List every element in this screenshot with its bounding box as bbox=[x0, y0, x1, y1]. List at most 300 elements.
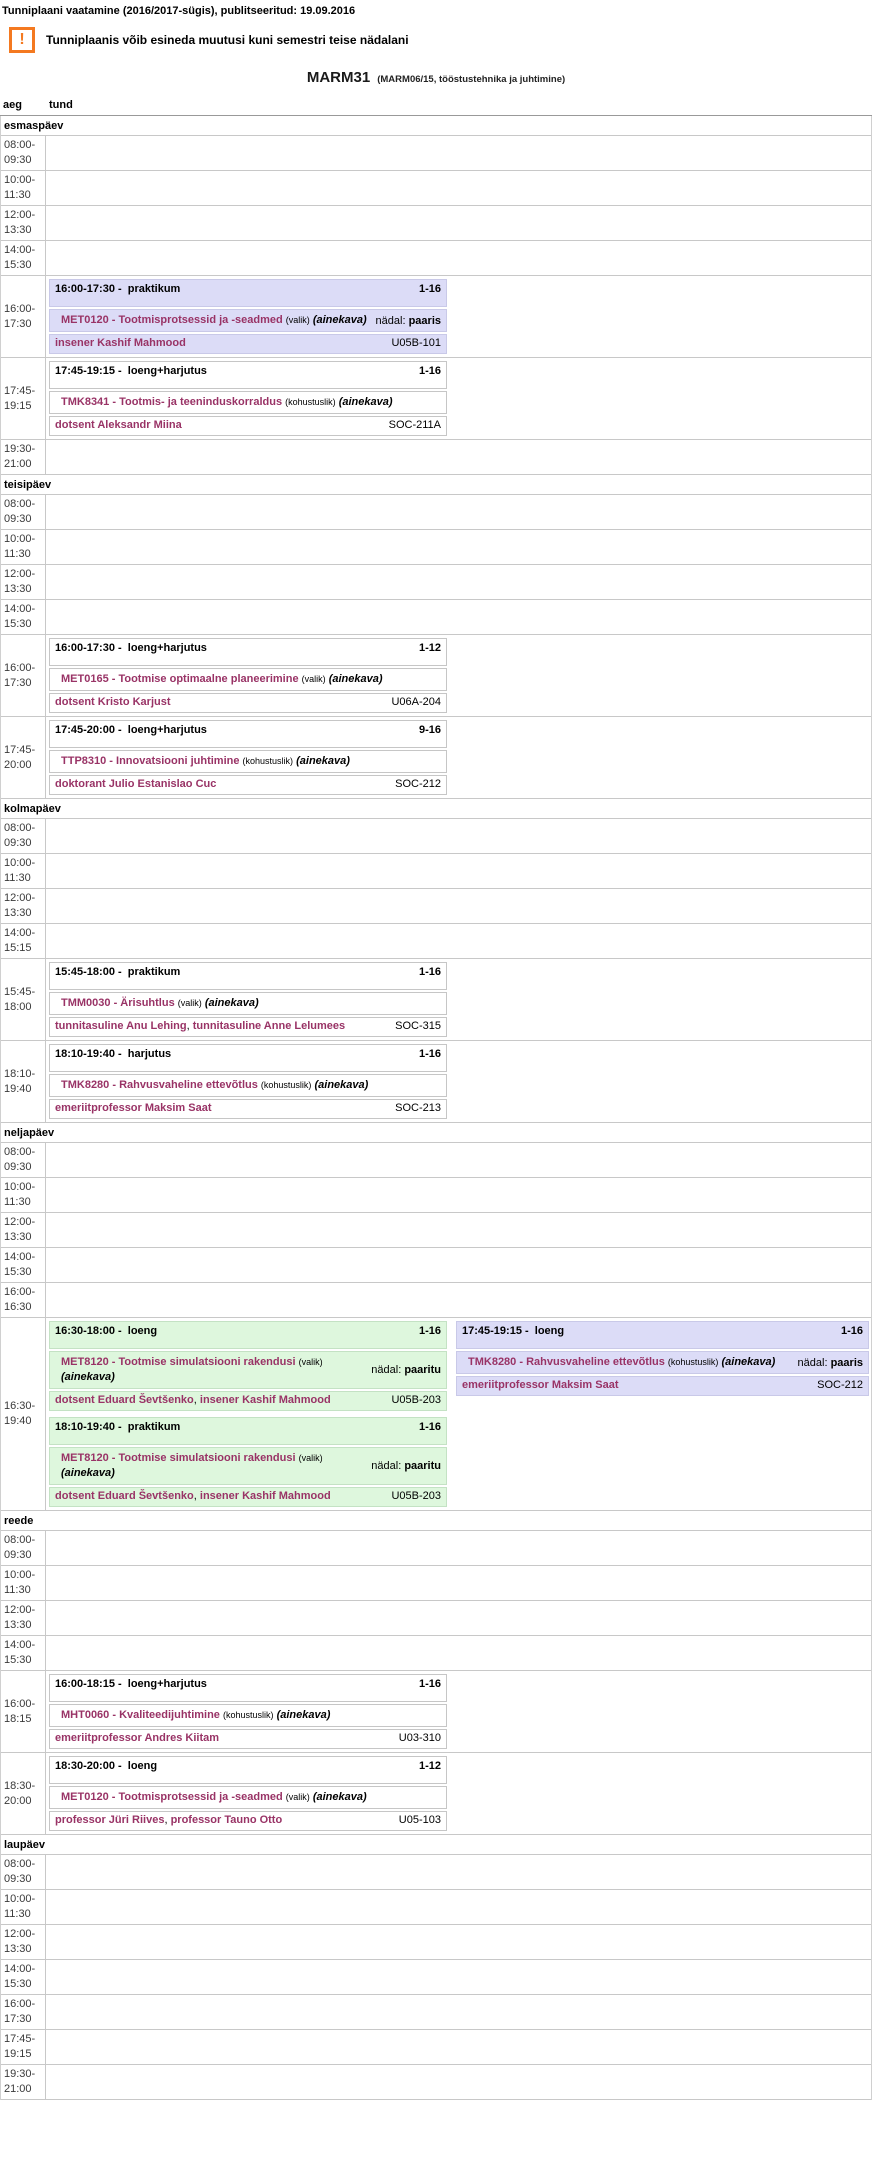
time-slot-label bbox=[1, 1601, 46, 1635]
lesson-cell bbox=[46, 1213, 871, 1247]
time-row bbox=[1, 1960, 871, 1995]
time-slot-label bbox=[1, 1925, 46, 1959]
event-column bbox=[49, 720, 447, 795]
time-slot-label bbox=[1, 358, 46, 439]
course-line bbox=[55, 1451, 365, 1481]
time-end: 18:15 bbox=[4, 1712, 32, 1725]
card-course-row bbox=[49, 750, 447, 773]
time-start: 10:00- bbox=[4, 1569, 36, 1581]
time-start: 16:00- bbox=[4, 302, 36, 315]
day-header-laupaev: laupäev bbox=[1, 1835, 871, 1855]
syllabus-link[interactable]: (ainekava) bbox=[721, 1356, 776, 1368]
lecturer-list bbox=[55, 777, 224, 792]
card-session-row bbox=[49, 962, 447, 990]
event-column bbox=[49, 1674, 447, 1749]
lecturer-list bbox=[55, 695, 179, 710]
event-column bbox=[49, 638, 447, 713]
course-type-label: (kohustuslik) bbox=[285, 397, 336, 407]
time-end: 11:30 bbox=[4, 1584, 31, 1596]
time-slot-label bbox=[1, 635, 46, 716]
lesson-cell bbox=[46, 1855, 871, 1889]
session-time-type: 17:45-19:15 - loeng+harjutus bbox=[55, 365, 207, 377]
time-end: 19:40 bbox=[4, 1082, 32, 1095]
time-row bbox=[1, 1890, 871, 1925]
lecturer-list bbox=[55, 418, 190, 433]
event-columns bbox=[49, 1321, 869, 1507]
time-end: 19:15 bbox=[4, 399, 32, 412]
event-column bbox=[49, 1044, 447, 1119]
time-end: 17:30 bbox=[4, 2013, 32, 2025]
time-end: 15:30 bbox=[4, 1266, 32, 1278]
lecturer-link[interactable]: tunnitasuline Anu Lehing bbox=[55, 1020, 187, 1032]
time-row bbox=[1, 924, 871, 959]
time-slot-label bbox=[1, 1671, 46, 1752]
lecturer-link[interactable]: tunnitasuline Anne Lelumees bbox=[192, 1020, 346, 1032]
time-end: 09:30 bbox=[4, 837, 32, 849]
time-row bbox=[1, 358, 871, 440]
time-end: 20:00 bbox=[4, 1794, 32, 1807]
time-slot-label bbox=[1, 276, 46, 357]
time-end: 20:00 bbox=[4, 758, 32, 771]
syllabus-link[interactable]: (ainekava) bbox=[204, 997, 259, 1009]
time-slot-label bbox=[1, 495, 46, 529]
time-start: 16:00- bbox=[4, 1697, 36, 1710]
lesson-cell bbox=[46, 1995, 871, 2029]
week-parity-value: paaris bbox=[830, 1356, 863, 1369]
lecturer-list bbox=[55, 1731, 227, 1746]
course-line bbox=[55, 395, 393, 410]
session-time-type: 16:30-18:00 - loeng bbox=[55, 1325, 158, 1337]
lesson-cell bbox=[46, 440, 871, 474]
time-slot-label bbox=[1, 241, 46, 275]
session-time-type: 18:10-19:40 - praktikum bbox=[55, 1421, 181, 1433]
room-label: U06A-204 bbox=[391, 696, 441, 708]
lesson-cell bbox=[46, 136, 871, 170]
time-slot-label bbox=[1, 136, 46, 170]
course-link[interactable]: MET8120 - Tootmise simulatsiooni rakendusi bbox=[61, 1356, 296, 1368]
card-session-row bbox=[49, 720, 447, 748]
week-parity bbox=[365, 1364, 441, 1376]
time-start: 17:45- bbox=[4, 2033, 36, 2045]
time-end: 17:30 bbox=[4, 317, 32, 330]
time-slot-label bbox=[1, 600, 46, 634]
event-columns bbox=[49, 720, 869, 795]
time-row bbox=[1, 206, 871, 241]
room-label: SOC-211A bbox=[388, 419, 441, 431]
time-row bbox=[1, 565, 871, 600]
time-row bbox=[1, 241, 871, 276]
course-type-label: (valik) bbox=[298, 1357, 323, 1367]
time-row bbox=[1, 440, 871, 475]
lecturer-list: dotsent Eduard Ševtšenko, insener Kashif Mahmood bbox=[55, 1490, 331, 1502]
lesson-cell bbox=[46, 2065, 871, 2099]
time-end: 19:40 bbox=[4, 1415, 32, 1427]
time-row bbox=[1, 1995, 871, 2030]
event-columns bbox=[49, 279, 869, 354]
time-slot-label bbox=[1, 1890, 46, 1924]
time-end: 09:30 bbox=[4, 1161, 32, 1173]
time-row bbox=[1, 717, 871, 799]
day-header-esmaspaev: esmaspäev bbox=[1, 116, 871, 136]
syllabus-link[interactable]: (ainekava) bbox=[312, 1791, 367, 1803]
lecturer-link[interactable]: emeriitprofessor Andres Kiitam bbox=[55, 1732, 220, 1744]
time-slot-label bbox=[1, 440, 46, 474]
time-row bbox=[1, 635, 871, 717]
course-link[interactable]: MET0120 - Tootmisprotsessid ja -seadmed bbox=[61, 1791, 283, 1803]
event-columns bbox=[49, 638, 869, 713]
time-end: 13:30 bbox=[4, 1231, 32, 1243]
time-slot-label bbox=[1, 1753, 46, 1834]
time-start: 10:00- bbox=[4, 533, 36, 545]
session-time-type: 16:00-17:30 - praktikum bbox=[55, 283, 181, 295]
card-course-row bbox=[49, 992, 447, 1015]
lesson-card bbox=[49, 1756, 447, 1831]
lecturer-list bbox=[462, 1378, 627, 1393]
group-title bbox=[0, 69, 872, 86]
event-columns bbox=[49, 361, 869, 436]
card-course-row bbox=[49, 1351, 447, 1389]
lesson-cell bbox=[46, 1925, 871, 1959]
session-time-type: 15:45-18:00 - praktikum bbox=[55, 966, 181, 978]
time-end: 09:30 bbox=[4, 513, 32, 525]
lesson-cell bbox=[46, 565, 871, 599]
time-slot-label bbox=[1, 1960, 46, 1994]
time-start: 16:00- bbox=[4, 1998, 36, 2010]
lecturer-link[interactable]: professor Jüri Riives bbox=[55, 1814, 165, 1826]
course-line bbox=[55, 996, 259, 1011]
card-course-row bbox=[49, 668, 447, 691]
lecturer-link[interactable]: emeriitprofessor Maksim Saat bbox=[55, 1102, 212, 1114]
time-row bbox=[1, 1213, 871, 1248]
lecturer-list: tunnitasuline Anu Lehing, tunnitasuline Anne Lelumees bbox=[55, 1020, 346, 1032]
card-session-row bbox=[49, 1674, 447, 1702]
weeks-range: 1-16 bbox=[418, 283, 441, 295]
room-label: SOC-212 bbox=[395, 778, 441, 790]
time-row bbox=[1, 530, 871, 565]
session-time-type: 18:30-20:00 - loeng bbox=[55, 1760, 158, 1772]
time-start: 15:45- bbox=[4, 985, 36, 998]
card-course-row bbox=[456, 1351, 869, 1374]
time-row bbox=[1, 171, 871, 206]
syllabus-link[interactable]: (ainekava) bbox=[61, 1467, 115, 1479]
lecturer-link[interactable]: insener Kashif Mahmood bbox=[199, 1490, 331, 1502]
lecturer-link[interactable]: doktorant Julio Estanislao Cuc bbox=[55, 778, 217, 790]
time-start: 14:00- bbox=[4, 1251, 36, 1263]
timetable bbox=[0, 116, 872, 2100]
course-type-label: (valik) bbox=[301, 674, 326, 684]
time-slot-label bbox=[1, 1531, 46, 1565]
syllabus-link[interactable]: (ainekava) bbox=[328, 673, 383, 685]
lecturer-list: professor Jüri Riives, professor Tauno Otto bbox=[55, 1814, 283, 1826]
time-row bbox=[1, 819, 871, 854]
lesson-cell bbox=[46, 1671, 871, 1752]
course-link[interactable]: TTP8310 - Innovatsiooni juhtimine bbox=[61, 755, 240, 767]
week-parity-label: nädal: bbox=[371, 1460, 405, 1472]
time-start: 16:00- bbox=[4, 1286, 36, 1298]
card-footer-row bbox=[49, 1487, 447, 1507]
time-slot-label bbox=[1, 819, 46, 853]
course-type-label: (valik) bbox=[285, 315, 310, 325]
week-parity-label: nädal: bbox=[375, 314, 409, 327]
lesson-cell bbox=[46, 276, 871, 357]
event-columns bbox=[49, 1756, 869, 1831]
column-headers bbox=[0, 96, 872, 116]
course-type-label: (kohustuslik) bbox=[223, 1710, 274, 1720]
group-details: (MARM06/15, tööstustehnika ja juhtimine) bbox=[377, 74, 566, 85]
time-slot-label bbox=[1, 206, 46, 240]
course-line bbox=[55, 754, 350, 769]
lesson-cell bbox=[46, 959, 871, 1040]
time-end: 21:00 bbox=[4, 458, 32, 470]
lecturer-link[interactable]: insener Kashif Mahmood bbox=[199, 1394, 331, 1406]
time-slot-label bbox=[1, 171, 46, 205]
card-session-row bbox=[49, 1044, 447, 1072]
time-slot-label bbox=[1, 1143, 46, 1177]
room-label: U05B-203 bbox=[391, 1394, 441, 1406]
card-footer-row bbox=[49, 334, 447, 354]
lesson-card bbox=[49, 279, 447, 354]
card-session-row bbox=[49, 279, 447, 307]
time-slot-label bbox=[1, 2065, 46, 2099]
lecturer-link[interactable]: dotsent Eduard Ševtšenko bbox=[55, 1394, 194, 1406]
card-footer-row bbox=[49, 1811, 447, 1831]
weeks-range: 1-12 bbox=[418, 642, 441, 654]
card-session-row bbox=[49, 361, 447, 389]
lesson-cell bbox=[46, 600, 871, 634]
time-end: 11:30 bbox=[4, 1908, 31, 1920]
time-row bbox=[1, 959, 871, 1041]
course-type-label: (valik) bbox=[285, 1792, 310, 1802]
lesson-card bbox=[49, 1044, 447, 1119]
day-header-reede: reede bbox=[1, 1511, 871, 1531]
time-slot-label bbox=[1, 530, 46, 564]
time-slot-label bbox=[1, 1248, 46, 1282]
time-end: 11:30 bbox=[4, 189, 31, 201]
time-start: 12:00- bbox=[4, 1928, 36, 1940]
time-end: 19:15 bbox=[4, 2048, 32, 2060]
room-label: SOC-212 bbox=[817, 1379, 863, 1391]
course-link[interactable]: MHT0060 - Kvaliteedijuhtimine bbox=[61, 1709, 220, 1721]
time-end: 16:30 bbox=[4, 1301, 32, 1313]
session-time-type: 16:00-18:15 - loeng+harjutus bbox=[55, 1678, 207, 1690]
time-slot-label bbox=[1, 854, 46, 888]
week-parity-value: paaritu bbox=[404, 1460, 441, 1472]
card-course-row bbox=[49, 309, 447, 332]
lesson-card bbox=[49, 638, 447, 713]
time-start: 12:00- bbox=[4, 209, 36, 221]
card-session-row bbox=[49, 638, 447, 666]
time-end: 17:30 bbox=[4, 676, 32, 689]
lesson-cell bbox=[46, 1318, 871, 1510]
event-columns bbox=[49, 1044, 869, 1119]
event-column bbox=[456, 1321, 869, 1396]
lesson-card bbox=[49, 361, 447, 436]
lesson-cell bbox=[46, 1890, 871, 1924]
event-column bbox=[49, 1321, 447, 1507]
time-start: 14:00- bbox=[4, 927, 36, 939]
week-parity bbox=[370, 315, 441, 327]
time-slot-label bbox=[1, 1318, 46, 1510]
lesson-cell bbox=[46, 1283, 871, 1317]
time-row bbox=[1, 1855, 871, 1890]
time-end: 13:30 bbox=[4, 1619, 32, 1631]
group-code: MARM31 bbox=[306, 69, 371, 86]
time-start: 17:45- bbox=[4, 384, 36, 397]
course-line bbox=[55, 1790, 367, 1805]
time-end: 15:30 bbox=[4, 618, 32, 630]
warning-banner bbox=[9, 27, 872, 53]
time-start: 19:30- bbox=[4, 2068, 36, 2080]
time-end: 13:30 bbox=[4, 583, 32, 595]
card-course-row bbox=[49, 1447, 447, 1485]
time-slot-label bbox=[1, 924, 46, 958]
lesson-cell bbox=[46, 358, 871, 439]
time-start: 10:00- bbox=[4, 1181, 36, 1193]
time-row bbox=[1, 2065, 871, 2100]
lesson-card bbox=[456, 1321, 869, 1396]
course-type-label: (kohustuslik) bbox=[667, 1357, 719, 1367]
course-link[interactable]: MET8120 - Tootmise simulatsiooni rakendusi bbox=[61, 1452, 296, 1464]
lesson-cell bbox=[46, 819, 871, 853]
time-slot-label bbox=[1, 1178, 46, 1212]
column-header-tund: tund bbox=[49, 99, 73, 111]
room-label: SOC-213 bbox=[395, 1102, 441, 1114]
lecturer-link[interactable]: dotsent Eduard Ševtšenko bbox=[55, 1490, 194, 1502]
card-footer-row bbox=[49, 1099, 447, 1119]
time-start: 08:00- bbox=[4, 1534, 36, 1546]
lecturer-list bbox=[55, 336, 194, 351]
lecturer-link[interactable]: insener Kashif Mahmood bbox=[55, 337, 186, 349]
room-label: SOC-315 bbox=[395, 1020, 441, 1032]
course-link[interactable]: TMK8280 - Rahvusvaheline ettevõtlus bbox=[61, 1079, 258, 1091]
course-line bbox=[55, 1708, 330, 1723]
lesson-cell bbox=[46, 495, 871, 529]
time-start: 19:30- bbox=[4, 443, 36, 455]
room-label: U05B-203 bbox=[391, 1490, 441, 1502]
time-start: 08:00- bbox=[4, 1146, 36, 1158]
lecturer-list: dotsent Eduard Ševtšenko, insener Kashif Mahmood bbox=[55, 1394, 331, 1406]
day-header-teisipaev: teisipäev bbox=[1, 475, 871, 495]
card-footer-row bbox=[49, 1729, 447, 1749]
event-column bbox=[49, 279, 447, 354]
time-start: 10:00- bbox=[4, 1893, 36, 1905]
weeks-range: 1-16 bbox=[418, 966, 441, 978]
lesson-cell bbox=[46, 1143, 871, 1177]
lesson-cell bbox=[46, 1753, 871, 1834]
time-end: 13:30 bbox=[4, 1943, 32, 1955]
card-footer-row bbox=[49, 693, 447, 713]
lesson-card bbox=[49, 1321, 447, 1411]
course-type-label: (kohustuslik) bbox=[260, 1080, 312, 1090]
card-footer-row bbox=[49, 416, 447, 436]
day-header-neljapaev: neljapäev bbox=[1, 1123, 871, 1143]
course-link[interactable]: TMM0030 - Ärisuhtlus bbox=[61, 997, 175, 1009]
time-start: 08:00- bbox=[4, 498, 36, 510]
page-title: Tunniplaani vaatamine (2016/2017-sügis), publitseeritud: 19.09.2016 bbox=[2, 5, 356, 17]
course-link[interactable]: MET0165 - Tootmise optimaalne planeerimine bbox=[61, 673, 299, 685]
syllabus-link[interactable]: (ainekava) bbox=[312, 314, 367, 326]
weeks-range: 1-16 bbox=[418, 1421, 441, 1433]
lesson-cell bbox=[46, 2030, 871, 2064]
time-end: 11:30 bbox=[4, 1196, 31, 1208]
week-parity-label: nädal: bbox=[371, 1364, 405, 1376]
time-end: 11:30 bbox=[4, 548, 31, 560]
weeks-range: 9-16 bbox=[418, 724, 441, 736]
course-line bbox=[55, 672, 383, 687]
time-end: 13:30 bbox=[4, 907, 32, 919]
time-slot-label bbox=[1, 1636, 46, 1670]
time-slot-label bbox=[1, 1566, 46, 1600]
time-start: 16:30- bbox=[4, 1400, 36, 1412]
room-label: U03-310 bbox=[398, 1732, 441, 1744]
time-start: 17:45- bbox=[4, 743, 36, 756]
event-columns bbox=[49, 962, 869, 1037]
syllabus-link[interactable]: (ainekava) bbox=[338, 396, 393, 408]
syllabus-link[interactable]: (ainekava) bbox=[61, 1371, 115, 1383]
time-start: 10:00- bbox=[4, 174, 36, 186]
lesson-cell bbox=[46, 241, 871, 275]
time-end: 09:30 bbox=[4, 154, 32, 166]
syllabus-link[interactable]: (ainekava) bbox=[276, 1709, 331, 1721]
course-link[interactable]: TMK8280 - Rahvusvaheline ettevõtlus bbox=[468, 1356, 665, 1368]
lesson-cell bbox=[46, 1041, 871, 1122]
card-session-row bbox=[49, 1756, 447, 1784]
weeks-range: 1-16 bbox=[418, 365, 441, 377]
course-link[interactable]: MET0120 - Tootmisprotsessid ja -seadmed bbox=[61, 314, 283, 326]
card-course-row bbox=[49, 1704, 447, 1727]
lesson-cell bbox=[46, 1960, 871, 1994]
time-start: 10:00- bbox=[4, 857, 36, 869]
card-session-row bbox=[456, 1321, 869, 1349]
time-row bbox=[1, 1566, 871, 1601]
lecturer-link[interactable]: emeriitprofessor Maksim Saat bbox=[462, 1379, 619, 1391]
lesson-card bbox=[49, 962, 447, 1037]
week-parity-value: paaritu bbox=[404, 1364, 441, 1376]
time-end: 09:30 bbox=[4, 1549, 32, 1561]
time-end: 15:30 bbox=[4, 1978, 32, 1990]
time-end: 18:00 bbox=[4, 1000, 32, 1013]
time-slot-label bbox=[1, 889, 46, 923]
card-course-row bbox=[49, 391, 447, 414]
time-row bbox=[1, 1925, 871, 1960]
lecturer-link[interactable]: dotsent Aleksandr Miina bbox=[55, 419, 182, 431]
lesson-card bbox=[49, 1417, 447, 1507]
syllabus-link[interactable]: (ainekava) bbox=[296, 755, 350, 767]
course-type-label: (valik) bbox=[298, 1453, 323, 1463]
time-start: 18:30- bbox=[4, 1779, 36, 1792]
lesson-cell bbox=[46, 889, 871, 923]
time-row bbox=[1, 854, 871, 889]
course-link[interactable]: TMK8341 - Tootmis- ja teeninduskorraldus bbox=[61, 396, 283, 408]
time-end: 15:30 bbox=[4, 259, 32, 271]
lecturer-link[interactable]: dotsent Kristo Karjust bbox=[55, 696, 171, 708]
time-row bbox=[1, 1143, 871, 1178]
syllabus-link[interactable]: (ainekava) bbox=[314, 1079, 369, 1091]
weeks-range: 1-12 bbox=[418, 1760, 441, 1772]
warning-text: Tunniplaanis võib esineda muutusi kuni semestri teise nädalani bbox=[46, 33, 409, 47]
lecturer-link[interactable]: professor Tauno Otto bbox=[170, 1814, 283, 1826]
time-row bbox=[1, 136, 871, 171]
course-line bbox=[462, 1355, 775, 1370]
time-row bbox=[1, 2030, 871, 2065]
time-row bbox=[1, 1671, 871, 1753]
weeks-range: 1-16 bbox=[418, 1678, 441, 1690]
time-start: 12:00- bbox=[4, 1216, 36, 1228]
time-end: 21:00 bbox=[4, 2083, 32, 2095]
week-parity-label: nädal: bbox=[797, 1356, 831, 1369]
card-course-row bbox=[49, 1786, 447, 1809]
course-type-label: (kohustuslik) bbox=[242, 756, 294, 766]
